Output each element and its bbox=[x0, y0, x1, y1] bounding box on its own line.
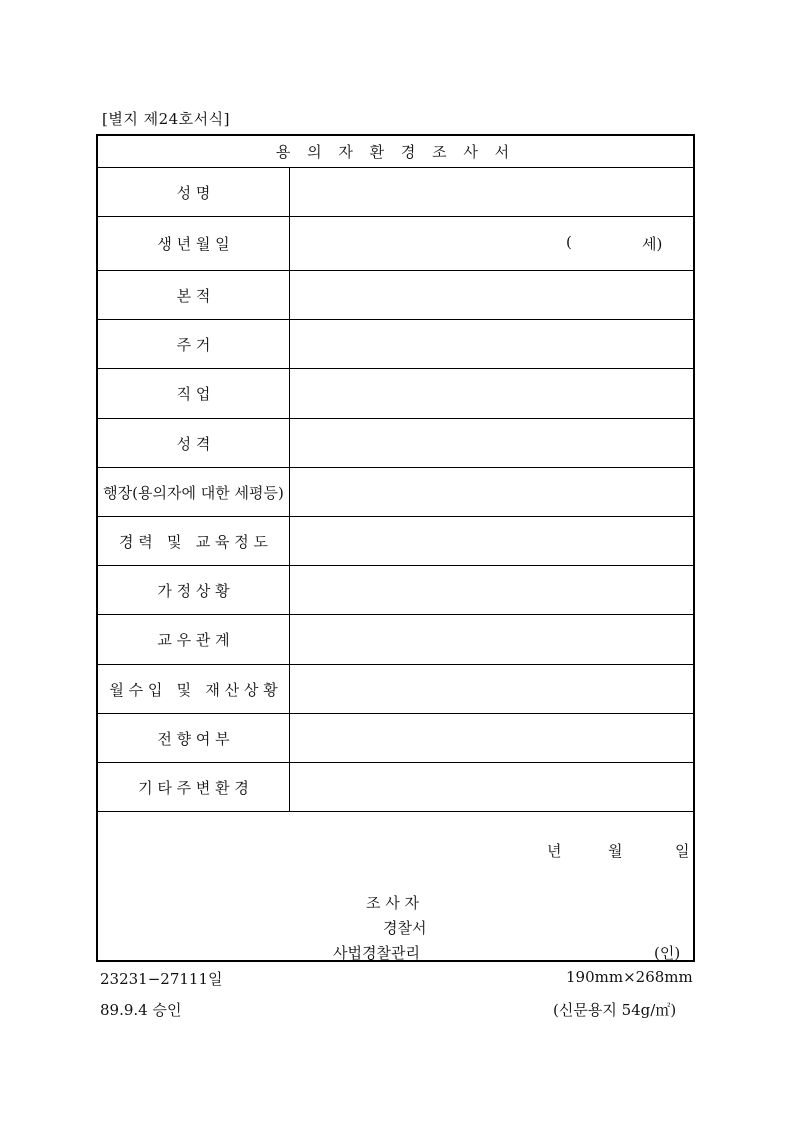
field-birthdate[interactable] bbox=[290, 217, 693, 270]
row-residence bbox=[98, 320, 693, 369]
label-occupation: 직 업 bbox=[98, 369, 290, 418]
row-other-environment bbox=[98, 763, 693, 812]
row-income-assets bbox=[98, 665, 693, 714]
label-career-education: 경 력 및 교 육 정 도 bbox=[98, 517, 290, 565]
row-occupation bbox=[98, 369, 693, 419]
row-career-education bbox=[98, 517, 693, 566]
label-other-environment: 기 타 주 변 환 경 bbox=[98, 763, 290, 811]
label-personality: 성 격 bbox=[98, 419, 290, 467]
row-friends bbox=[98, 615, 693, 665]
age-unit: 세) bbox=[642, 235, 663, 253]
judicial-police-officer-label: 사법경찰관리 bbox=[333, 944, 420, 962]
form-number-label: [별지 제24호서식] bbox=[102, 110, 230, 128]
row-conversion bbox=[98, 714, 693, 763]
field-personality[interactable] bbox=[290, 419, 693, 467]
label-family: 가 정 상 황 bbox=[98, 566, 290, 614]
paper-size: 190mm×268mm bbox=[566, 968, 693, 986]
label-domicile: 본 적 bbox=[98, 271, 290, 319]
field-conduct[interactable] bbox=[290, 468, 693, 516]
row-birthdate bbox=[98, 217, 693, 271]
paper-type: (신문용지 54g/㎡) bbox=[553, 1001, 677, 1019]
date-day-label: 일 bbox=[675, 842, 690, 860]
field-income-assets[interactable] bbox=[290, 665, 693, 713]
date-month-label: 월 bbox=[608, 842, 623, 860]
police-station-label: 경찰서 bbox=[383, 919, 427, 937]
investigator-label: 조 사 자 bbox=[366, 894, 420, 912]
investigation-form-table bbox=[96, 134, 695, 962]
approval-date: 89.9.4 승인 bbox=[100, 1001, 182, 1019]
field-residence[interactable] bbox=[290, 320, 693, 368]
label-conduct: 행장(용의자에 대한 세평등) bbox=[98, 468, 290, 516]
signature-section bbox=[98, 812, 693, 962]
label-birthdate: 생 년 월 일 bbox=[98, 217, 290, 270]
label-name: 성 명 bbox=[98, 168, 290, 216]
row-name bbox=[98, 168, 693, 217]
row-family bbox=[98, 566, 693, 615]
label-residence: 주 거 bbox=[98, 320, 290, 368]
field-other-environment[interactable] bbox=[290, 763, 693, 811]
field-friends[interactable] bbox=[290, 615, 693, 664]
field-name[interactable] bbox=[290, 168, 693, 216]
date-year-label: 년 bbox=[547, 842, 562, 860]
label-friends: 교 우 관 계 bbox=[98, 615, 290, 664]
field-career-education[interactable] bbox=[290, 517, 693, 565]
field-occupation[interactable] bbox=[290, 369, 693, 418]
field-family[interactable] bbox=[290, 566, 693, 614]
row-personality bbox=[98, 419, 693, 468]
age-open-paren: ( bbox=[566, 233, 572, 251]
label-conversion: 전 향 여 부 bbox=[98, 714, 290, 762]
field-conversion[interactable] bbox=[290, 714, 693, 762]
seal-mark: (인) bbox=[654, 944, 681, 962]
field-domicile[interactable] bbox=[290, 271, 693, 319]
label-income-assets: 월 수 입 및 재 산 상 황 bbox=[98, 665, 290, 713]
row-domicile bbox=[98, 271, 693, 320]
form-code: 23231−27111일 bbox=[100, 970, 223, 988]
form-title: 용 의 자 환 경 조 사 서 bbox=[98, 136, 693, 168]
row-conduct bbox=[98, 468, 693, 517]
